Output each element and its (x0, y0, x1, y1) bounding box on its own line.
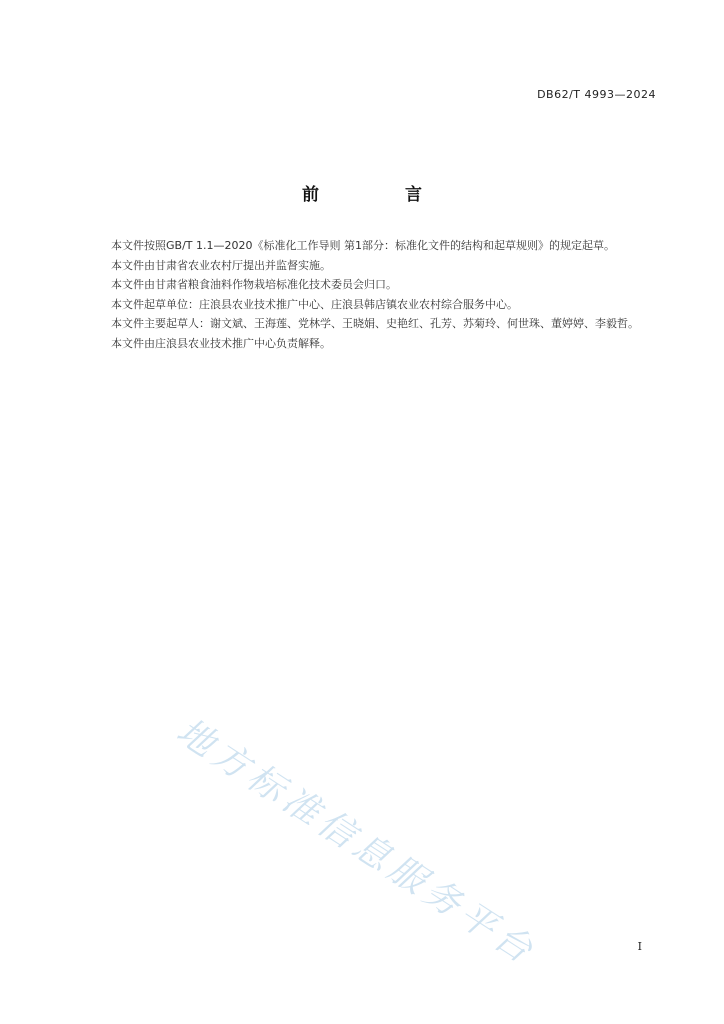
standard-code: DB62/T 4993—2024 (537, 88, 656, 101)
section-heading: 前 言 (302, 185, 462, 205)
foreword-body (87, 236, 659, 353)
paragraph-drafting-rules: 本文件按照GB/T 1.1—2020《标准化工作导则 第1部分：标准化文件的结构和起草规则》的规定起草。 (111, 239, 615, 252)
paragraph-committee: 本文件由甘肃省粮食油料作物栽培标准化技术委员会归口。 (111, 278, 397, 291)
page-number: I (637, 940, 642, 953)
paragraph-interpretation: 本文件由庄浪县农业技术推广中心负责解释。 (111, 336, 331, 350)
paragraph-drafters: 本文件主要起草人：谢文斌、王海莲、党林学、王晓娟、史艳红、孔芳、苏菊玲、何世珠、董婷婷、李毅哲。 (111, 317, 639, 330)
paragraph-drafting-units: 本文件起草单位：庄浪县农业技术推广中心、庄浪县韩店镇农业农村综合服务中心。 (111, 297, 518, 311)
paragraph-proposer: 本文件由甘肃省农业农村厅提出并监督实施。 (111, 258, 331, 272)
watermark: 地方标准信息服务平台 (169, 710, 544, 974)
